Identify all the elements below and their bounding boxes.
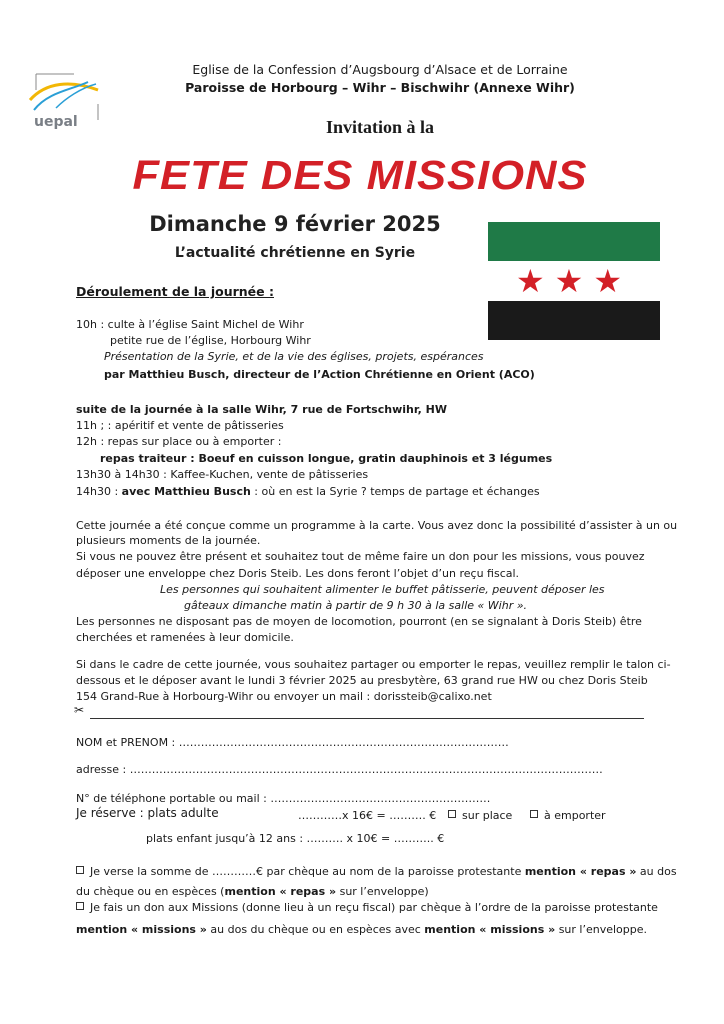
uepal-logo <box>26 70 106 130</box>
invitation-text: Invitation à la <box>325 117 435 137</box>
address-dots: ………………………………………………………………………………………………………………… <box>129 763 603 776</box>
flag-white-stripe <box>488 261 660 301</box>
donation-text: au dos du chèque ou en espèces avec <box>206 923 425 936</box>
checkbox[interactable] <box>76 902 84 910</box>
event-date: Dimanche 9 février 2025 <box>149 212 441 236</box>
info-line: Si dans le cadre de cette journée, vous souhaitez partager ou emporter le repas, veuillez remplir le talon ci- <box>76 658 671 671</box>
name-field[interactable] <box>76 735 509 751</box>
takeaway-label: à emporter <box>544 809 606 822</box>
reserve-label: Je réserve : plats adulte <box>76 806 219 820</box>
adult-calc-field[interactable]: …………x 16€ = ………. € <box>298 809 437 822</box>
program-line: repas traiteur : Boeuf en cuisson longue, gratin dauphinois et 3 légumes <box>100 452 553 465</box>
program-line: 12h : repas sur place ou à emporter : <box>76 435 282 448</box>
event-subtitle: L’actualité chrétienne en Syrie <box>174 245 416 261</box>
info-line: Les personnes qui souhaitent alimenter le buffet pâtisserie, peuvent déposer les <box>160 583 605 596</box>
uepal-logo-mark <box>26 70 106 120</box>
program-line: petite rue de l’église, Horbourg Wihr <box>110 334 311 347</box>
on-site-label: sur place <box>462 809 513 822</box>
church-name: Eglise de la Confession d’Augsbourg d’Alsace et de Lorraine <box>192 62 568 77</box>
program-line: 11h ; : apéritif et vente de pâtisseries <box>76 419 284 432</box>
name-label: NOM et PRENOM : <box>76 736 179 749</box>
flag-green-stripe <box>488 222 660 261</box>
phone-field[interactable] <box>76 791 490 807</box>
program-time: 14h30 : <box>76 485 122 498</box>
info-line: déposer une enveloppe chez Doris Steib. Les dons feront l’objet d’un reçu fiscal. <box>76 567 520 580</box>
program-line <box>76 484 540 500</box>
phone-label: N° de téléphone portable ou mail : <box>76 792 271 805</box>
payment-line-2 <box>76 884 429 900</box>
payment-mention: mention « repas » <box>224 885 337 898</box>
info-line: 154 Grand-Rue à Horbourg-Wihr ou envoyer un mail : dorissteib@calixo.net <box>76 690 492 703</box>
info-line: Les personnes ne disposant pas de moyen de locomotion, pourront (en se signalant à Doris Steib) être <box>76 615 642 628</box>
takeaway-option[interactable] <box>530 808 606 824</box>
program-line: 10h : culte à l’église Saint Michel de Wihr <box>76 318 304 331</box>
flag-black-stripe <box>488 301 660 340</box>
donation-option[interactable] <box>76 900 658 916</box>
program-line: suite de la journée à la salle Wihr, 7 rue de Fortschwihr, HW <box>76 403 447 416</box>
info-line: plusieurs moments de la journée. <box>76 534 261 547</box>
star-icon: ★ <box>593 262 633 300</box>
program-line: par Matthieu Busch, directeur de l’Action Chrétienne en Orient (ACO) <box>104 368 535 381</box>
info-line: Cette journée a été conçue comme un programme à la carte. Vous avez donc la possibilité d’assister à un ou <box>76 519 678 532</box>
donation-text-end: sur l’enveloppe. <box>555 923 648 936</box>
checkbox[interactable] <box>76 866 84 874</box>
parish-name: Paroisse de Horbourg – Wihr – Bischwihr (Annexe Wihr) <box>185 80 575 95</box>
phone-dots: …………………………………………………… <box>270 792 491 805</box>
address-label: adresse : <box>76 763 130 776</box>
syria-flag <box>488 222 660 340</box>
info-line: cherchées et ramenées à leur domicile. <box>76 631 294 644</box>
name-dots: ……………………………………………………………………………… <box>178 736 509 749</box>
payment-mention: mention « repas » <box>524 865 637 878</box>
info-line: gâteaux dimanche matin à partir de 9 h 30 à la salle « Wihr ». <box>184 599 528 612</box>
star-icon: ★ <box>515 262 555 300</box>
program-heading: Déroulement de la journée : <box>76 284 274 299</box>
checkbox[interactable] <box>448 810 456 818</box>
donation-mention: mention « missions » <box>424 923 556 936</box>
program-line: Présentation de la Syrie, et de la vie des églises, projets, espérances <box>104 350 484 363</box>
payment-option[interactable] <box>76 864 677 880</box>
program-desc: : où en est la Syrie ? temps de partage et échanges <box>250 485 540 498</box>
payment-text-end: sur l’enveloppe) <box>336 885 429 898</box>
on-site-option[interactable] <box>448 808 512 824</box>
donation-line-2 <box>76 922 647 938</box>
donation-text: Je fais un don aux Missions (donne lieu à un reçu fiscal) par chèque à l’ordre de la paroisse protestante <box>90 901 658 914</box>
info-line: Si vous ne pouvez être présent et souhaitez tout de même faire un don pour les missions, vous pouvez <box>76 550 645 563</box>
payment-text: du chèque ou en espèces ( <box>76 885 225 898</box>
child-calc: ………. x 10€ = ……….. € <box>306 832 445 845</box>
payment-text-end: au dos <box>636 865 677 878</box>
event-title: FETE DES MISSIONS <box>132 152 588 198</box>
address-field[interactable] <box>76 762 603 778</box>
star-icon: ★ <box>554 262 594 300</box>
child-field[interactable] <box>146 831 444 847</box>
program-line: 13h30 à 14h30 : Kaffee-Kuchen, vente de pâtisseries <box>76 468 369 481</box>
scissors-icon: ✂ <box>74 703 85 717</box>
payment-text: Je verse la somme de …………€ par chèque au nom de la paroisse protestante <box>90 865 525 878</box>
uepal-logo-text: uepal <box>34 114 78 130</box>
info-line: dessous et le déposer avant le lundi 3 février 2025 au presbytère, 63 grand rue HW ou chez Doris Steib <box>76 674 648 687</box>
cut-line <box>90 718 644 719</box>
checkbox[interactable] <box>530 810 538 818</box>
donation-mention: mention « missions » <box>76 923 207 936</box>
program-speaker: avec Matthieu Busch <box>121 485 251 498</box>
child-label: plats enfant jusqu’à 12 ans : <box>146 832 307 845</box>
